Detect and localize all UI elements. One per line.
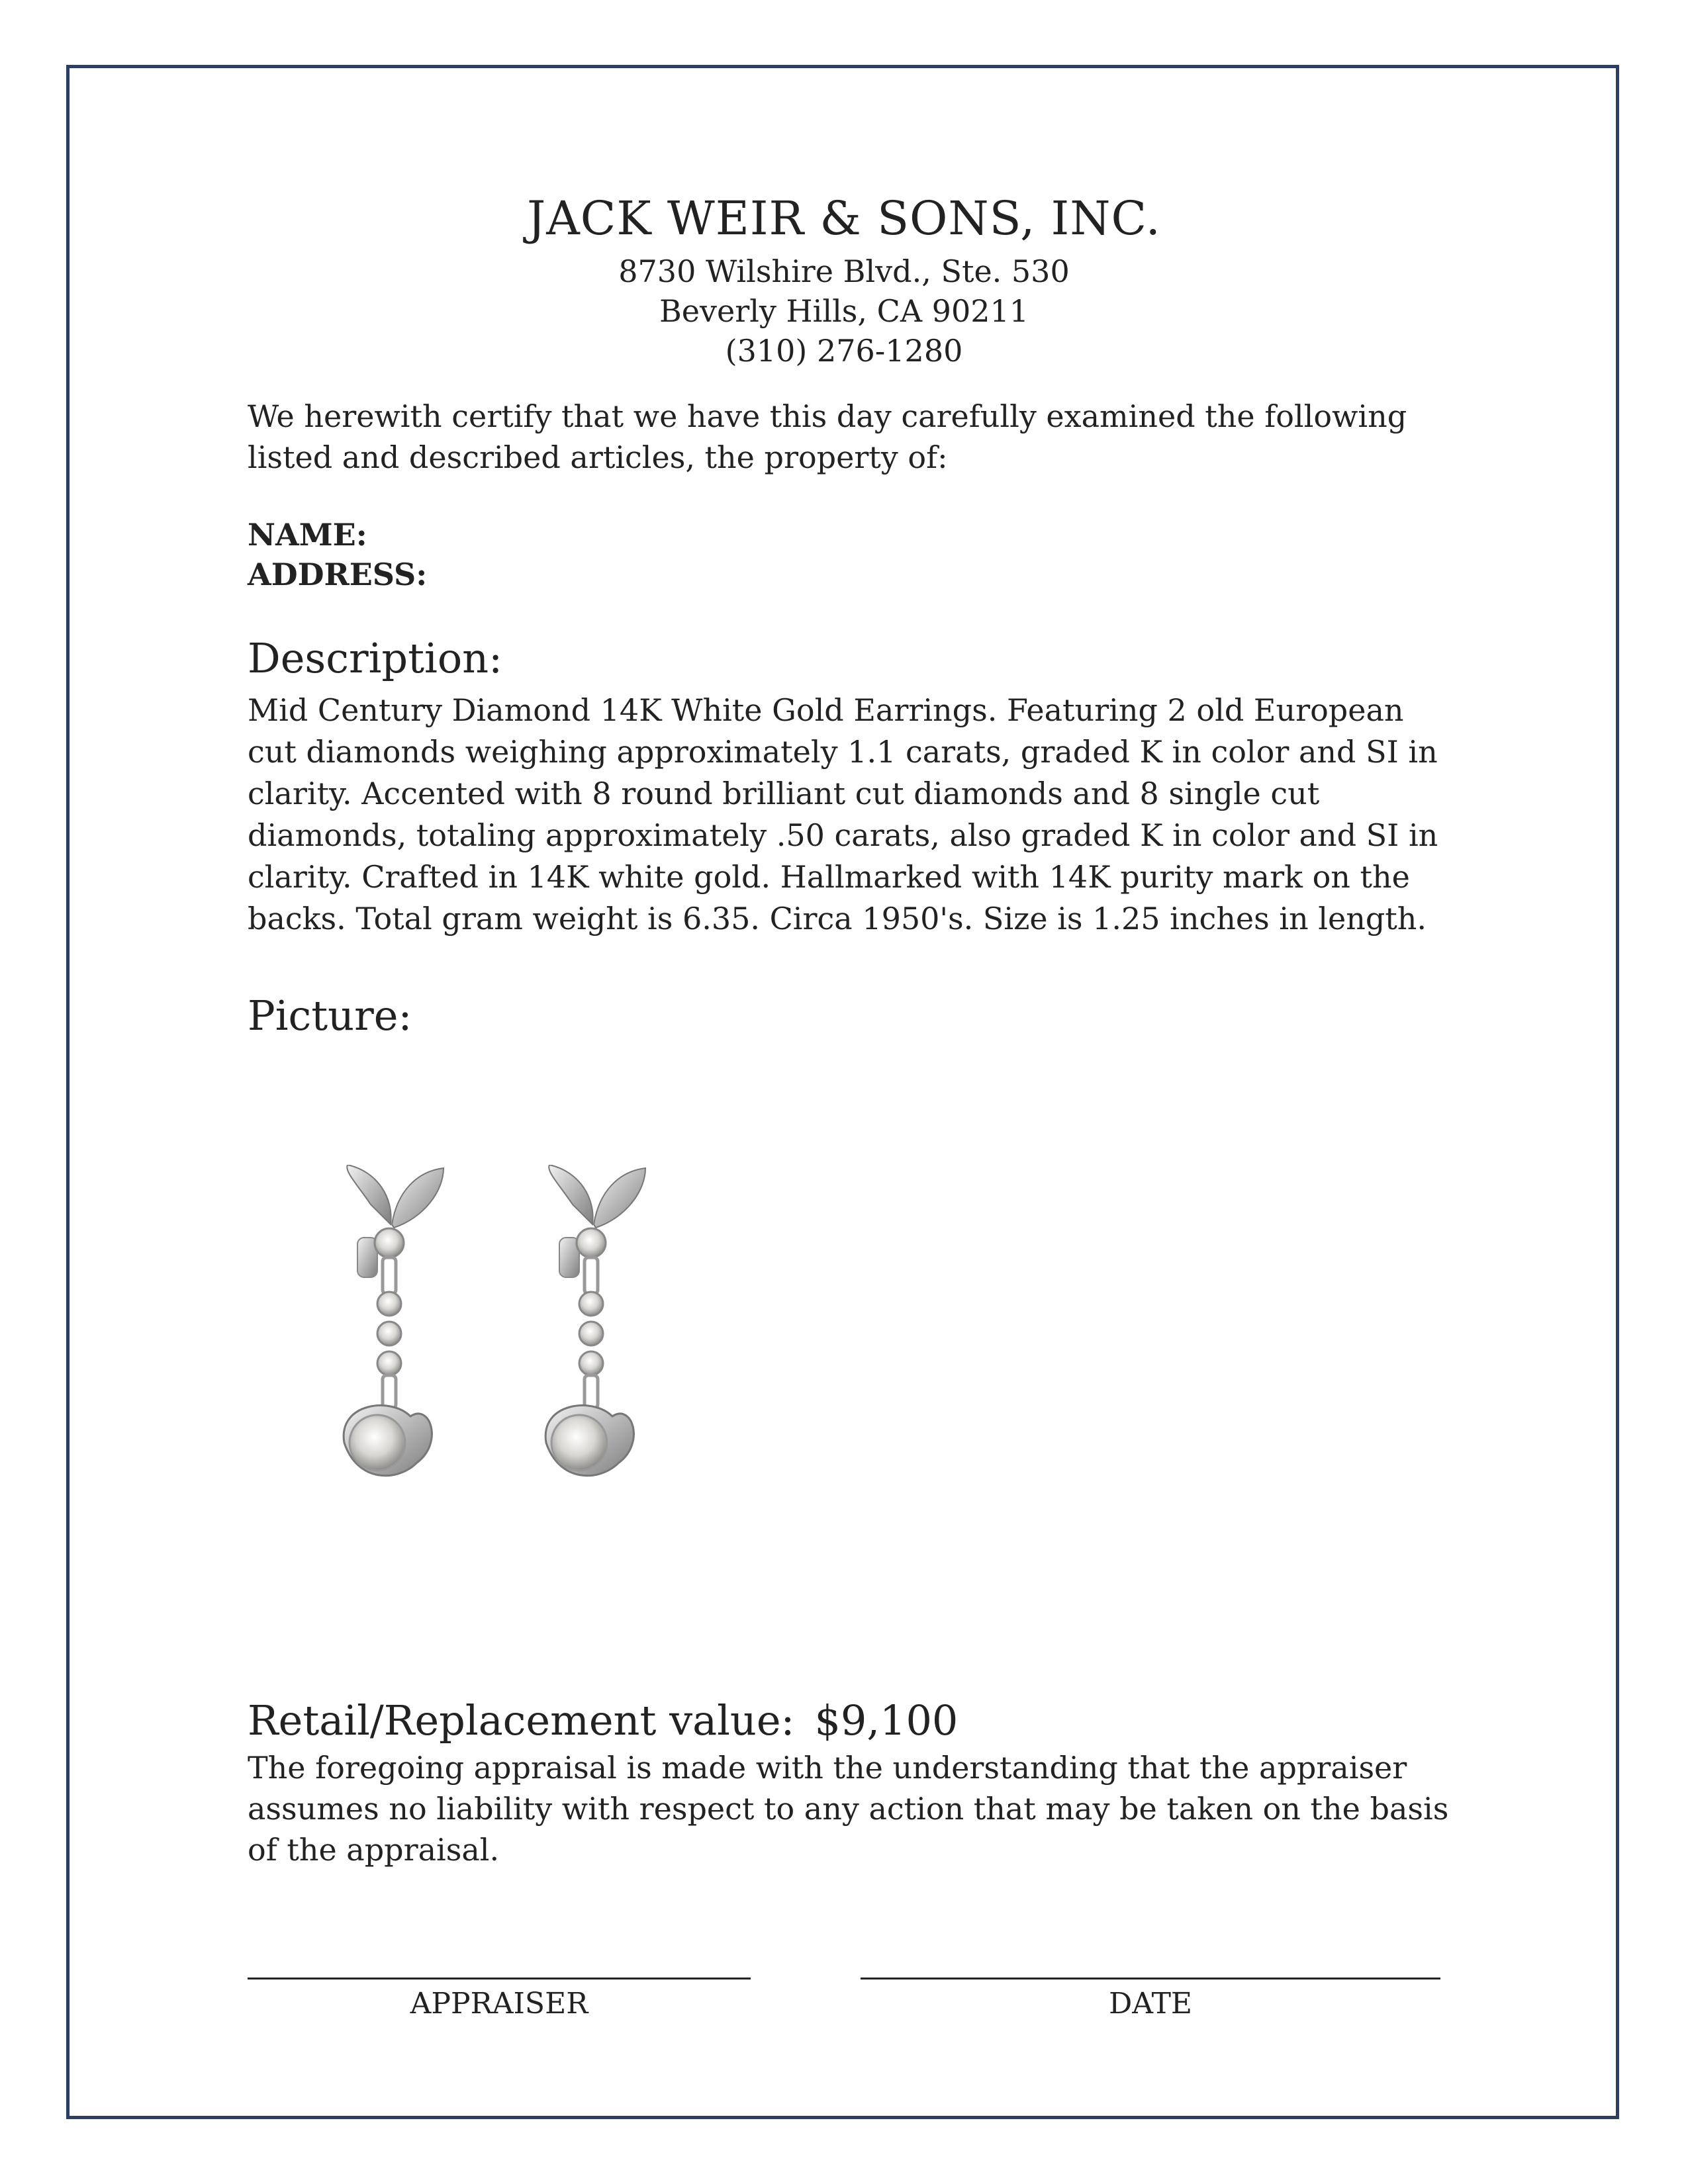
name-label: NAME:: [248, 517, 367, 553]
value-label: Retail/Replacement value:: [248, 1696, 795, 1745]
value-amount: $9,100: [814, 1696, 959, 1745]
liability-disclaimer: The foregoing appraisal is made with the understanding that the appraiser assumes no liability with respect to any action that may be taken on the basis of the appraisal.: [248, 1750, 1449, 1868]
date-label: DATE: [1108, 1987, 1193, 2021]
date-signature-line: [861, 1978, 1440, 1979]
certification-intro: We herewith certify that we have this day carefully examined the following listed and described articles, the property of:: [248, 398, 1407, 475]
company-address-line2: Beverly Hills, CA 90211: [659, 293, 1029, 329]
company-address-line1: 8730 Wilshire Blvd., Ste. 530: [618, 253, 1070, 289]
description-text: Mid Century Diamond 14K White Gold Earrings. Featuring 2 old European cut diamonds weighing approximately 1.1 carats, graded K in color and SI in clarity. Accented with 8 round brilliant cut diamonds and 8 single cut diamonds, totaling approximately .50 carats, also graded K in color and SI in clarity. Crafted in 14K white gold. Hallmarked with 14K purity mark on the backs. Total gram weight is 6.35. Circa 1950's. Size is 1.25 inches in length.: [248, 692, 1438, 936]
earring-right: [545, 1165, 645, 1476]
replacement-value: [248, 1694, 958, 1747]
description-title: Description:: [248, 634, 502, 682]
address-label: ADDRESS:: [248, 557, 428, 592]
picture-title: Picture:: [248, 991, 412, 1040]
appraiser-signature-line: [248, 1978, 751, 1979]
company-name: JACK WEIR & SONS, INC.: [527, 191, 1161, 246]
company-phone: (310) 276-1280: [725, 333, 963, 369]
earring-left: [344, 1165, 444, 1476]
appraiser-label: APPRAISER: [410, 1987, 588, 2021]
earrings-photo: [318, 1165, 728, 1602]
letterhead: [0, 185, 1688, 371]
